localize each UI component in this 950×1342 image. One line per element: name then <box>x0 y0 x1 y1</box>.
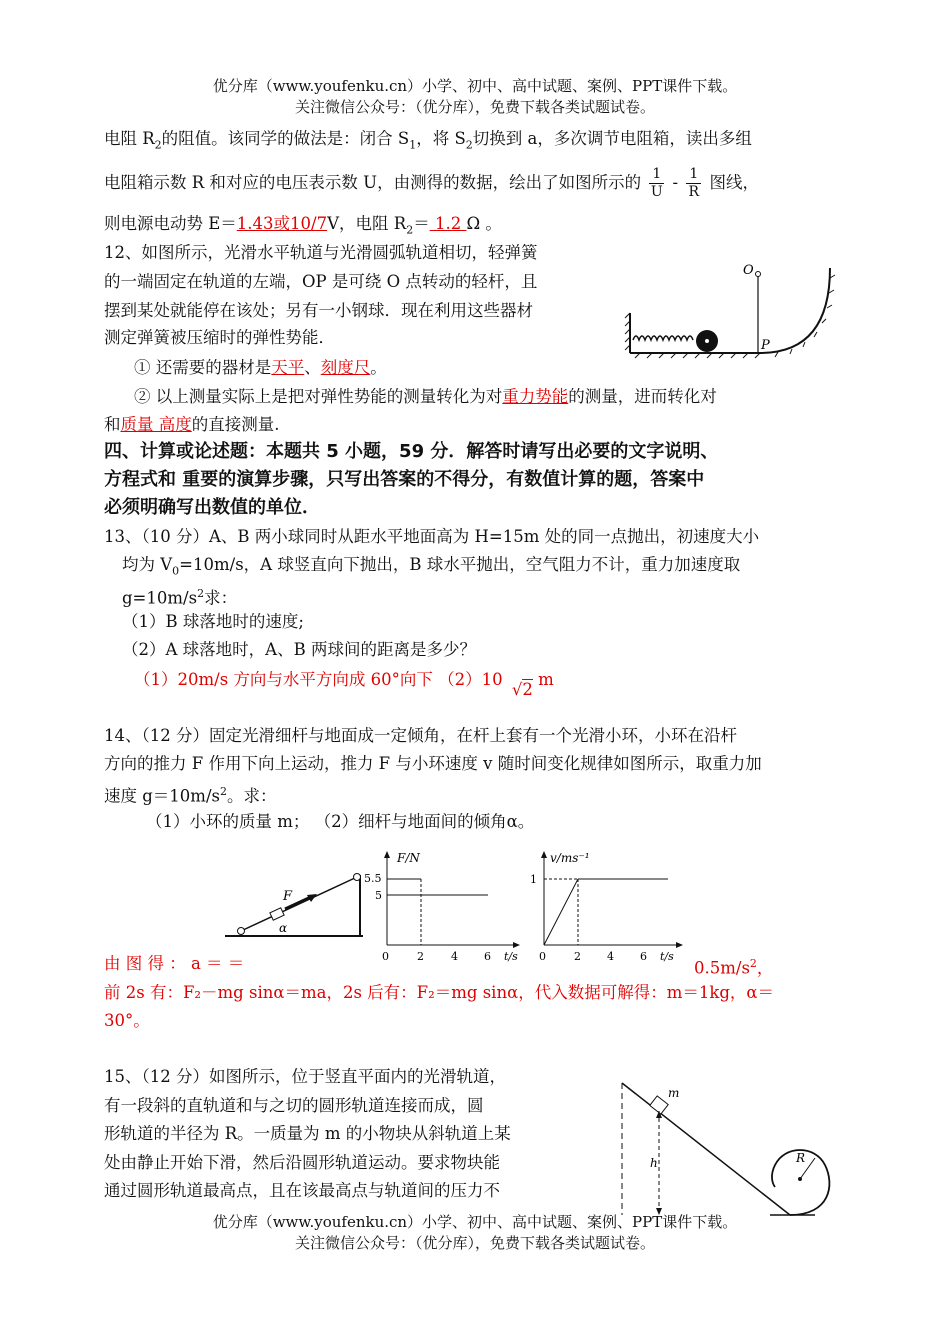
f-xtick-6: 6 <box>484 950 491 963</box>
q15-line-3: 形轨道的半径为 R。一质量为 m 的小物块从斜轨道上某 <box>104 1124 511 1143</box>
section-4-line-1: 四、计算或论述题：本题共 5 小题，59 分．解答时请写出必要的文字说明、 <box>104 441 719 462</box>
q11-line-1: 电阻 $R_2$的阻值。该同学的做法是：闭合 $S_1$，将 $S_2$切换到 a，多次调节电阻箱，读出多组 <box>104 129 752 152</box>
f-xtick-0: 0 <box>382 950 389 963</box>
q13-line-3: $g=10m/s^2$求： <box>122 587 238 608</box>
q14-line-2: 方向的推力 F 作用下向上运动，推力 F 与小环速度 v 随时间变化规律如图所示，取重力加 <box>104 754 762 773</box>
page-header <box>0 76 950 118</box>
v-tick-1: 1 <box>530 873 537 886</box>
q14-answer-2: 前 2s 有：F₂－mg sinα＝ma，2s 后有：F₂＝mg sinα，代入数据可解得：m＝1kg，α＝ <box>104 983 775 1002</box>
q12-line-4: 测定弹簧被压缩时的弹性势能． <box>104 328 335 347</box>
label-m: m <box>668 1086 680 1100</box>
f-xtick-2: 2 <box>417 950 424 963</box>
v-xtick-4: 4 <box>607 950 614 963</box>
f-axis-label: F/N <box>397 851 420 865</box>
q15-line-1: 15、（12 分）如图所示，位于竖直平面内的光滑轨道， <box>104 1067 506 1086</box>
answer-resistance: 1.2 <box>429 214 467 233</box>
label-f: F <box>283 889 293 904</box>
q11-line-3: 则电源电动势 E＝1.43或10/7V，电阻 $R_2= 1.2$ Ω 。 <box>104 214 502 237</box>
answer-emf-2: 10/7 <box>290 214 328 233</box>
label-o: O <box>743 263 754 278</box>
q14-incline-figure <box>205 870 365 940</box>
answer-balance: 天平 <box>271 358 305 377</box>
q15-line-2: 有一段斜的直轨道和与之切的圆形轨道连接而成，圆 <box>104 1096 484 1115</box>
answer-emf-1: 1.43 <box>236 214 274 233</box>
header-line-2: 关注微信公众号：（优分库），免费下载各类试题试卷。 <box>294 98 655 116</box>
q12-part-2: ② 以上测量实际上是把对弹性势能的测量转化为对重力势能的测量，进而转化对 <box>134 387 717 406</box>
q12-line-2: 的一端固定在轨道的左端，OP 是可绕 O 点转动的轻杆，且 <box>104 272 538 291</box>
q14-question: （1）小环的质量 m； （2）细杆与地面间的倾角α。 <box>146 812 535 831</box>
q12-part-1: ① 还需要的器材是天平、刻度尺。 <box>134 358 387 377</box>
v-xtick-2: 2 <box>574 950 581 963</box>
q13-answer: （1）20m/s 方向与水平方向成 60°向下 （2）10 √2 m <box>134 670 554 699</box>
page-footer <box>0 1212 950 1254</box>
f-tick-5: 5 <box>375 889 382 902</box>
v-xtick-6: 6 <box>640 950 647 963</box>
q14-line-3: 速度 $g=10m/s^2$。求： <box>104 785 277 806</box>
q14-velocity-time-graph <box>520 848 690 963</box>
q15-line-5: 通过圆形轨道最高点，且在该最高点与轨道间的压力不 <box>104 1181 500 1200</box>
v-xtick-0: 0 <box>539 950 546 963</box>
q12-line-1: 12、如图所示，光滑水平轨道与光滑圆弧轨道相切，轻弹簧 <box>104 243 538 262</box>
q14-line-1: 14、（12 分）固定光滑细杆与地面成一定倾角，在杆上套有一个光滑小环，小环在沿杆 <box>104 726 737 745</box>
section-4-line-2: 方程式和 重要的演算步骤，只写出答案的不得分，有数值计算的题，答案中 <box>104 469 705 490</box>
q13-question-2: （2）A 球落地时，A、B 两球间的距离是多少？ <box>122 640 476 659</box>
label-r: R <box>796 1151 806 1165</box>
f-xtick-4: 4 <box>451 950 458 963</box>
footer-line-1: 优分库（www.youfenku.cn）小学、初中、高中试题、案例、PPT课件下载。 <box>212 1213 738 1231</box>
q14-answer-1a: 由 图 得 ： a ＝ ＝ <box>104 954 245 973</box>
q12-part-3: 和质量 高度的直接测量. <box>104 415 280 434</box>
q13-line-1: 13、（10 分）A、B 两小球同时从距水平地面高为 H=15m 处的同一点抛出，初速度大小 <box>104 527 760 546</box>
label-alpha: α <box>279 921 288 935</box>
q15-loop-track-figure <box>610 1075 840 1225</box>
v-xaxis-label: t/s <box>660 950 674 963</box>
q14-force-time-graph <box>360 848 525 963</box>
answer-potential-energy: 重力势能 <box>502 387 569 406</box>
f-tick-5-5: 5.5 <box>364 872 382 885</box>
answer-ruler: 刻度尺 <box>320 358 371 377</box>
section-4-line-3: 必须明确写出数值的单位． <box>104 497 320 518</box>
fraction-1-over-u: $\frac{1}{U}$ <box>650 166 663 200</box>
q11-line-2: 电阻箱示数 R 和对应的电压表示数 U，由测得的数据，绘出了如图所示的 $\frac{1}{U}$ - $\frac{1}{R}$ 图线， <box>104 166 759 200</box>
answer-mass-height: 质量 高度 <box>120 415 192 434</box>
fraction-1-over-r: $\frac{1}{R}$ <box>686 166 701 201</box>
f-xaxis-label: t/s <box>504 950 518 963</box>
label-h: h <box>650 1156 658 1170</box>
q13-line-2: 均为 $V_0=10m/s$，A 球竖直向下抛出，B 球水平抛出，空气阻力不计，重力加速度取 <box>122 555 741 578</box>
q13-question-1: （1）B 球落地时的速度; <box>122 612 304 631</box>
q15-line-4: 处由静止开始下滑，然后沿圆形轨道运动。要求物块能 <box>104 1153 500 1172</box>
q14-answer-3: 30°。 <box>104 1011 150 1030</box>
footer-line-2: 关注微信公众号：（优分库），免费下载各类试题试卷。 <box>294 1234 655 1252</box>
q12-spring-track-figure <box>625 258 855 358</box>
v-axis-label: v/ms⁻¹ <box>550 851 590 865</box>
label-p: P <box>761 338 770 353</box>
q14-answer-1b: $0.5m/s^2$， <box>694 957 774 978</box>
q12-line-3: 摆到某处就能停在该处；另有一小钢球．现在利用这些器材 <box>104 301 533 320</box>
header-line-1: 优分库（www.youfenku.cn）小学、初中、高中试题、案例、PPT课件下载。 <box>212 77 738 95</box>
